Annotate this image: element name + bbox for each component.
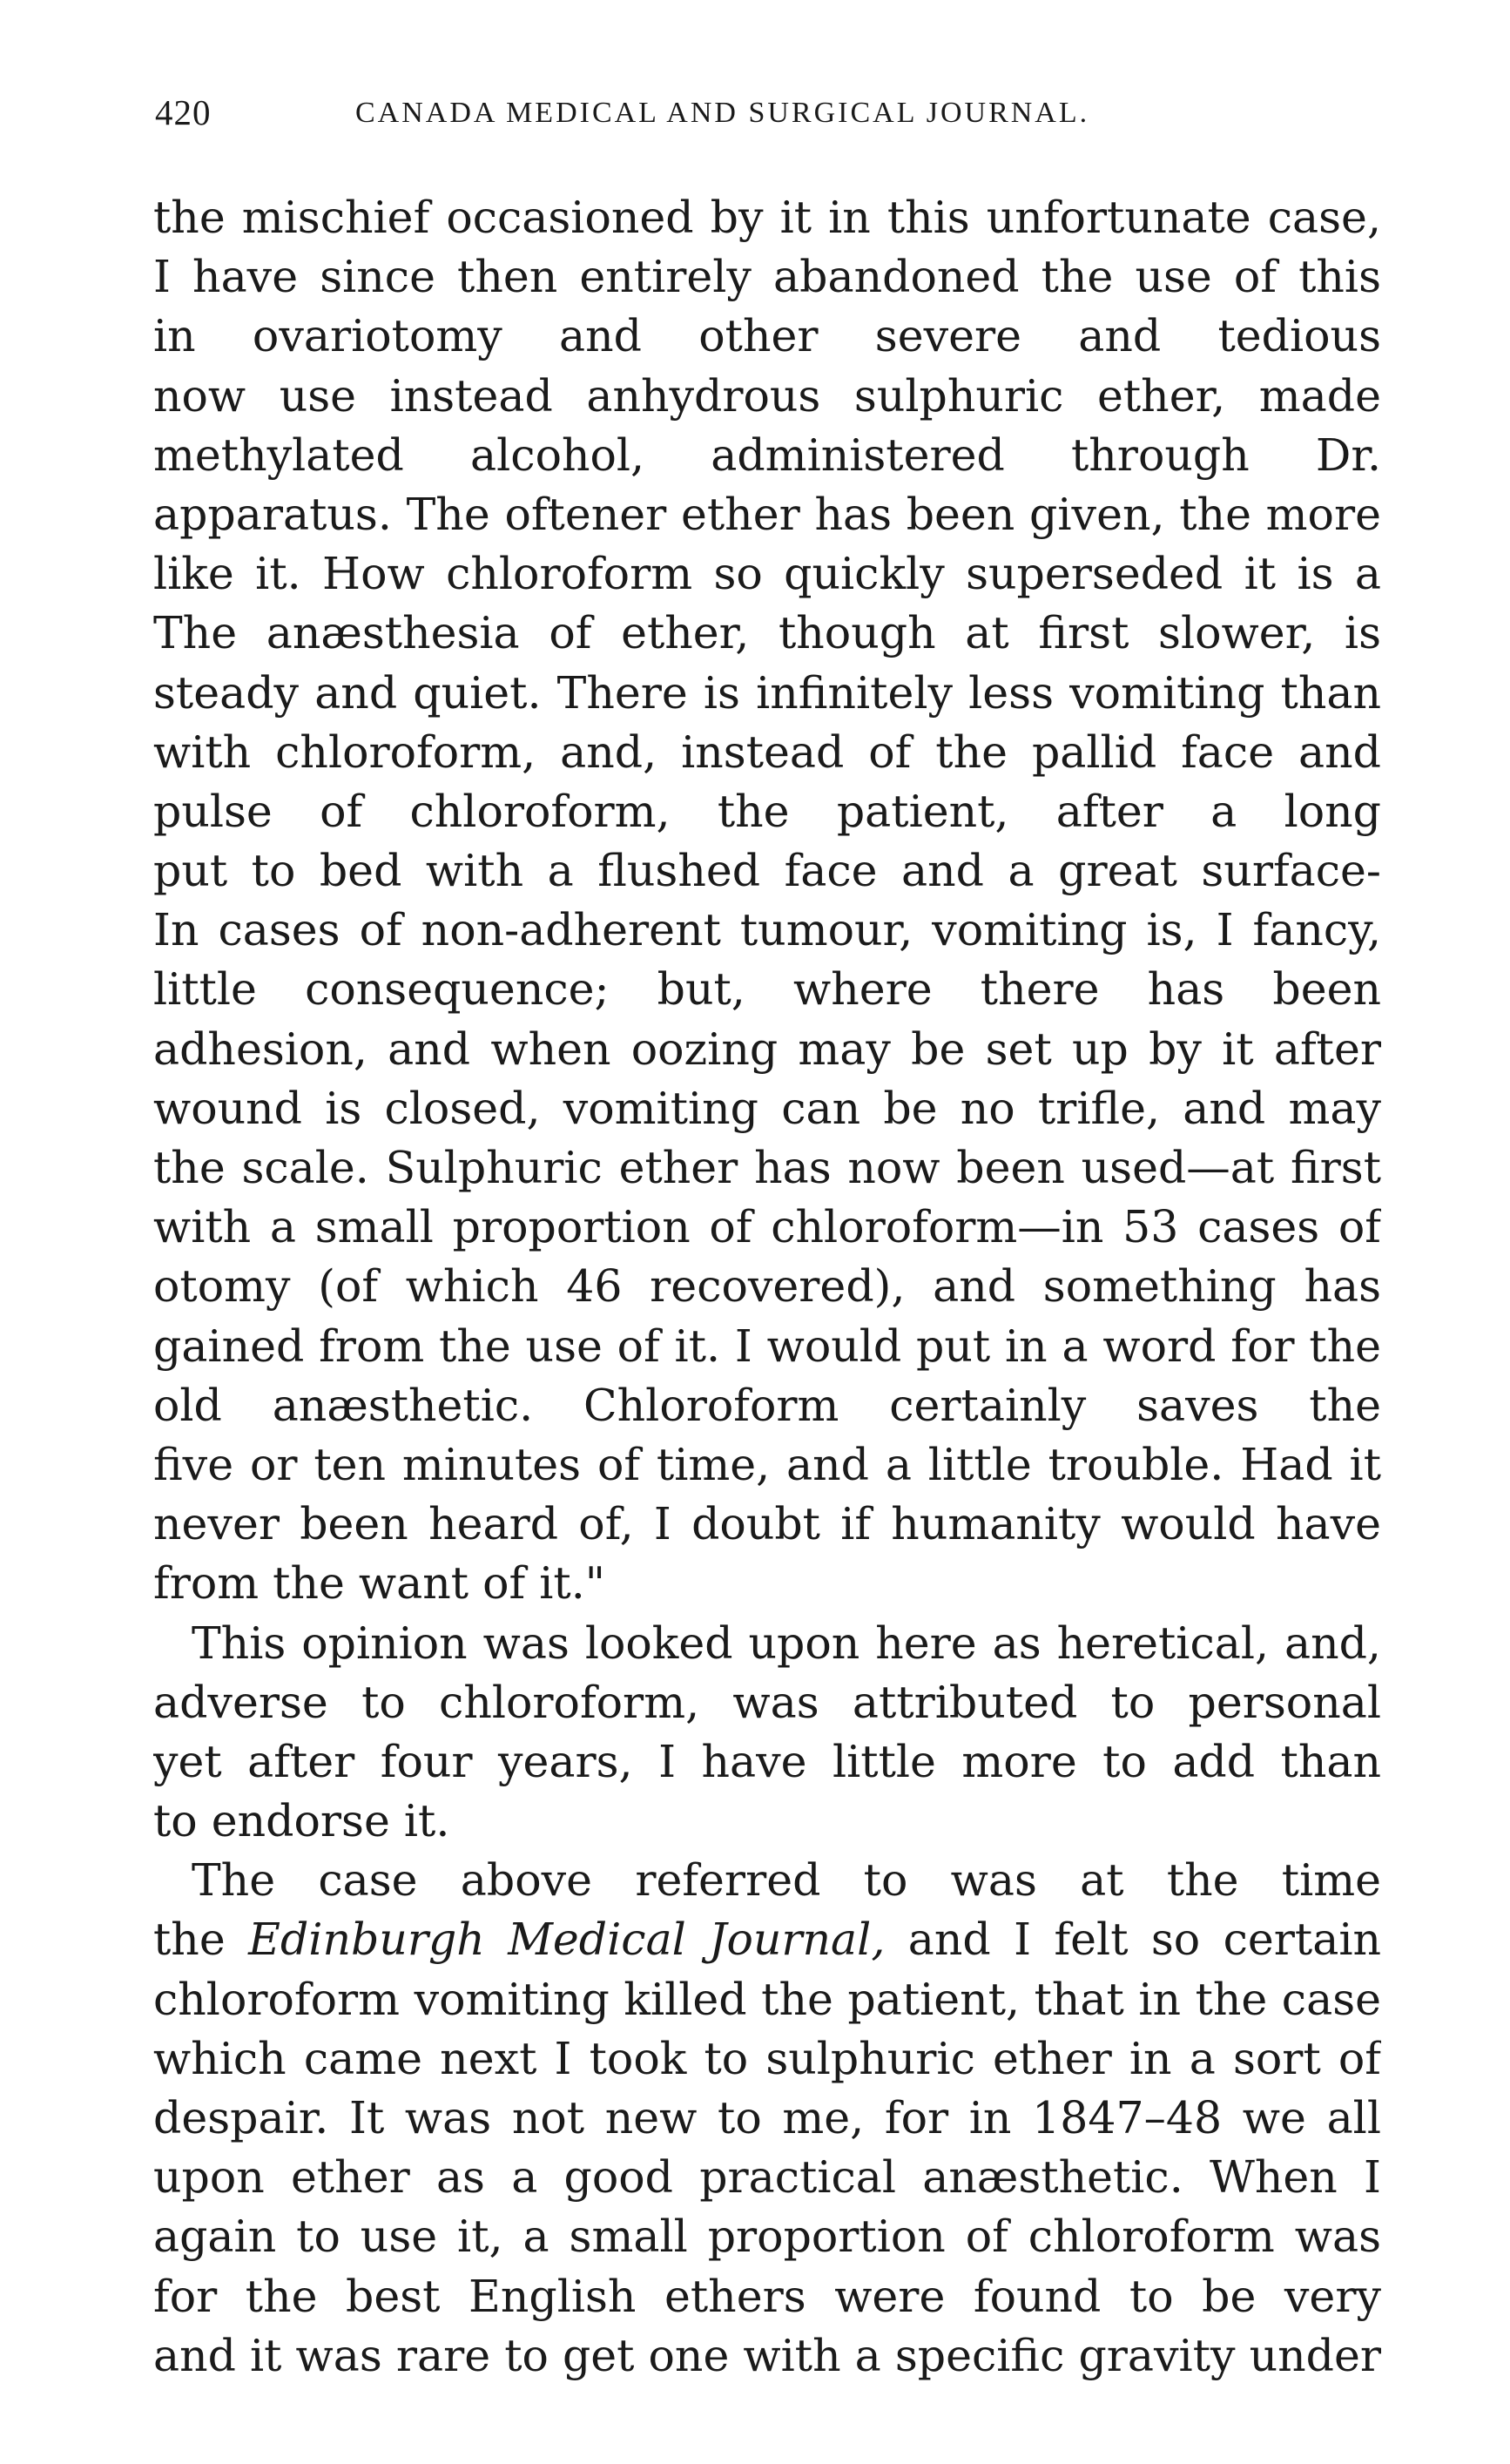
text-line: adverse to chloroform, was attributed to personal [153, 1676, 1381, 1728]
body-text [153, 188, 1381, 2386]
text-line: again to use it, a small proportion of chloroform was [153, 2211, 1381, 2263]
text-line: like it. How chloroform so quickly superseded it is a [153, 548, 1381, 600]
text-line: yet after four years, I have little more to add than [153, 1735, 1381, 1787]
text-line: apparatus. The oftener ether has been given, the more [153, 488, 1381, 540]
text-line: now use instead anhydrous sulphuric ether, made [153, 369, 1381, 422]
text-line: otomy (of which 46 recovered), and something has [153, 1260, 1381, 1313]
text-line: wound is closed, vomiting can be no trifle, and may [153, 1082, 1381, 1134]
text-line: which came next I took to sulphuric ether in a sort of [153, 2032, 1381, 2084]
text-line: little consequence; but, where there has been [153, 963, 1381, 1016]
text-line: gained from the use of it. I would put in a word for the [153, 1320, 1381, 1372]
text-fragment: and I felt so certain [907, 1914, 1381, 1966]
journal-title: CANADA MEDICAL AND SURGICAL JOURNAL. [355, 97, 1090, 129]
text-line: despair. It was not new to me, for in 1847–48 we all [153, 2092, 1381, 2144]
text-line: This opinion was looked upon here as heretical, and, [192, 1617, 1381, 1669]
paragraph-opinion [153, 1614, 1381, 1852]
text-line: pulse of chloroform, the patient, after a long [153, 785, 1381, 837]
text-line: with chloroform, and, instead of the pallid face and [153, 726, 1381, 778]
text-fragment: the [153, 1914, 249, 1966]
page-number: 420 [155, 92, 212, 132]
paragraph-case-referred [153, 1851, 1381, 2386]
text-line: steady and quiet. There is infinitely less vomiting than [153, 666, 1381, 719]
text-line: In cases of non-adherent tumour, vomiting is, I fancy, [153, 904, 1381, 956]
text-line: in ovariotomy and other severe and tedious [153, 310, 1381, 362]
text-line: adhesion, and when oozing may be set up by it after [153, 1023, 1381, 1075]
running-head [155, 91, 1383, 144]
text-line: the mischief occasioned by it in this unfortunate case, [153, 192, 1381, 243]
text-line: The case above referred to was at the time [192, 1854, 1381, 1907]
text-line: the scale. Sulphuric ether has now been used—at first [153, 1142, 1381, 1193]
paragraph-quotation-continued [153, 188, 1381, 1614]
text-line: methylated alcohol, administered through Dr. [153, 429, 1381, 481]
text-line: upon ether as a good practical anæsthetic. When I [153, 2151, 1381, 2204]
text-line-with-citation [153, 1910, 1381, 1969]
text-line: five or ten minutes of time, and a little trouble. Had it [153, 1438, 1381, 1490]
text-line: with a small proportion of chloroform—in 53 cases of [153, 1201, 1381, 1253]
text-line: put to bed with a flushed face and a great surface- [153, 845, 1381, 897]
text-line: from the want of it." [153, 1557, 606, 1610]
text-line: old anæsthetic. Chloroform certainly saves the [153, 1379, 1381, 1431]
text-line: never been heard of, I doubt if humanity would have [153, 1498, 1381, 1550]
text-line: and it was rare to get one with a specific gravity under [153, 2329, 1381, 2381]
journal-citation: Edinburgh Medical Journal, [248, 1914, 886, 1966]
text-line: to endorse it. [153, 1795, 450, 1847]
text-line: The anæsthesia of ether, though at first slower, is [153, 607, 1381, 659]
text-line: chloroform vomiting killed the patient, that in the case [153, 1973, 1381, 2025]
text-line: I have since then entirely abandoned the use of this [153, 251, 1381, 303]
text-line: for the best English ethers were found to be very [153, 2270, 1381, 2322]
